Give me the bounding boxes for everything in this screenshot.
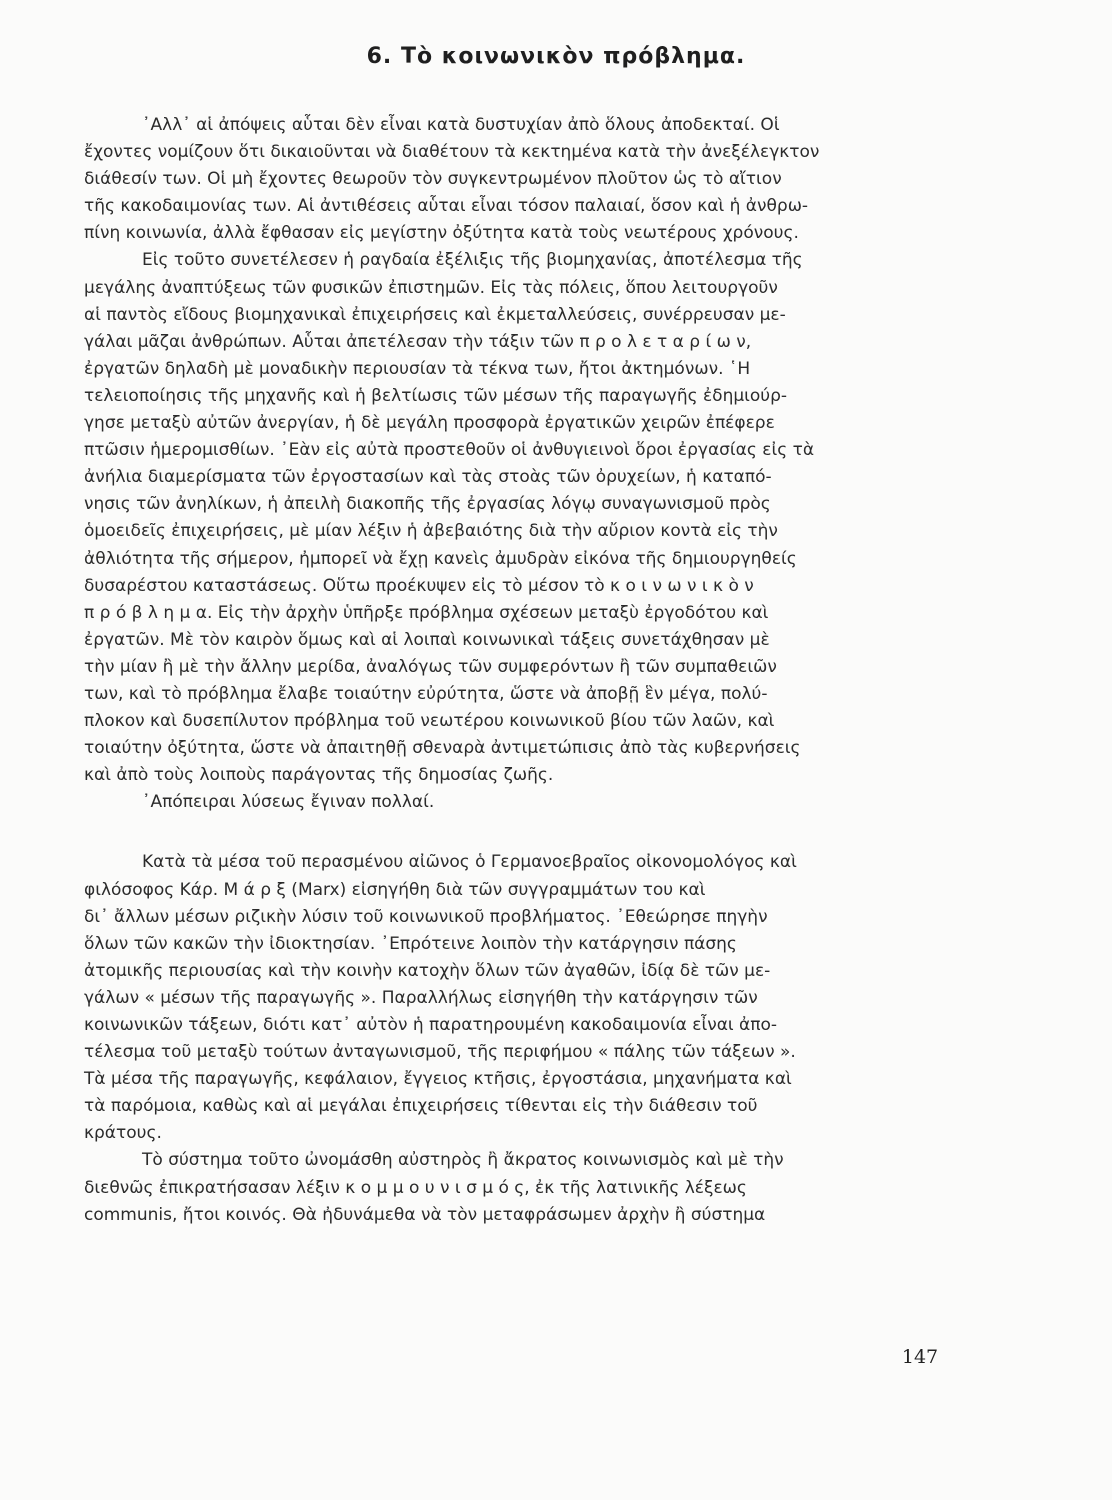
text-line: των, καὶ τὸ πρόβλημα ἔλαβε τοιαύτην εὐρύτητα, ὥστε νὰ ἀποβῇ ἓν μέγα, πολύ- [84,683,768,704]
paragraph [84,1147,938,1228]
paragraph [84,789,938,816]
text-line: Τὸ σύστημα τοῦτο ὠνομάσθη αὐστηρὸς ἢ ἄκρατος κοινωνισμὸς καὶ μὲ τὴν [142,1150,784,1171]
text-line: τὰ παρόμοια, καθὼς καὶ αἱ μεγάλαι ἐπιχειρήσεις τίθενται εἰς τὴν διάθεσιν τοῦ [84,1096,758,1117]
text-line: Τὰ μέσα τῆς παραγωγῆς, κεφάλαιον, ἔγγειος κτῆσις, ἐργοστάσια, μηχανήματα καὶ [84,1069,792,1090]
text-line: τοιαύτην ὀξύτητα, ὥστε νὰ ἀπαιτηθῇ σθεναρὰ ἀντιμετώπισις ἀπὸ τὰς κυβερνήσεις [84,738,801,759]
paragraph-gap [84,816,938,849]
text-line: δι᾿ ἄλλων μέσων ριζικὴν λύσιν τοῦ κοινωνικοῦ προβλήματος. ᾿Εθεώρησε πηγὴν [84,906,768,927]
text-line: Εἰς τοῦτο συνετέλεσεν ἡ ραγδαία ἐξέλιξις τῆς βιομηχανίας, ἀποτέλεσμα τῆς [142,250,803,271]
text-line: καὶ ἀπὸ τοὺς λοιποὺς παράγοντας τῆς δημοσίας ζωῆς. [84,765,554,786]
text-line: κοινωνικῶν τάξεων, διότι κατ᾿ αὐτὸν ἡ παρατηρουμένη κακοδαιμονία εἶναι ἀπο- [84,1015,778,1035]
text-line: ὅλων τῶν κακῶν τὴν ἰδιοκτησίαν. ᾿Επρότεινε λοιπὸν τὴν κατάργησιν πάσης [84,933,737,954]
page-number: 147 [901,1346,939,1368]
text-line: τῆς κακοδαιμονίας των. Αἱ ἀντιθέσεις αὗται εἶναι τόσον παλαιαί, ὅσον καὶ ἡ ἀνθρω- [84,196,809,217]
text-line: ἀτομικῆς περιουσίας καὶ τὴν κοινὴν κατοχὴν ὅλων τῶν ἀγαθῶν, ἰδίᾳ δὲ τῶν με- [84,960,771,981]
text-line: γάλων « μέσων τῆς παραγωγῆς ». Παραλλήλως εἰσηγήθη τὴν κατάργησιν τῶν [84,987,758,1008]
text-line: ἔχοντες νομίζουν ὅτι δικαιοῦνται νὰ διαθέτουν τὰ κεκτημένα κατὰ τὴν ἀνεξέλεγκτον [84,142,820,163]
text-line: γησε μεταξὺ αὐτῶν ἀνεργίαν, ἡ δὲ μεγάλη προσφορὰ ἐργατικῶν χειρῶν ἐπέφερε [84,413,775,434]
text-line: αἱ παντὸς εἴδους βιομηχανικαὶ ἐπιχειρήσεις καὶ ἐκμεταλλεύσεις, συνέρρευσαν με- [84,304,786,325]
text-line: ἐργατῶν. Μὲ τὸν καιρὸν ὅμως καὶ αἱ λοιπαὶ κοινωνικαὶ τάξεις συνετάχθησαν μὲ [84,629,770,650]
text-line: ᾿Αλλ᾿ αἱ ἀπόψεις αὗται δὲν εἶναι κατὰ δυστυχίαν ἀπὸ ὅλους ἀποδεκταί. Οἱ [142,115,780,135]
body-text [84,112,938,1229]
text-line: ἀθλιότητα τῆς σήμερον, ἠμπορεῖ νὰ ἔχῃ κανεὶς ἀμυδρὰν εἰκόνα τῆς δημιουργηθείς [84,548,797,569]
text-line: νησις τῶν ἀνηλίκων, ἡ ἀπειλὴ διακοπῆς τῆς ἐργασίας λόγῳ συναγωνισμοῦ πρὸς [84,494,771,515]
text-line: τέλεσμα τοῦ μεταξὺ τούτων ἀνταγωνισμοῦ, τῆς περιφήμου « πάλης τῶν τάξεων ». [84,1042,796,1063]
text-line: communis, ἤτοι κοινός. Θὰ ἠδυνάμεθα νὰ τὸν μεταφράσωμεν ἀρχὴν ἢ σύστημα [84,1204,766,1225]
paragraph [84,112,938,247]
text-line: τελειοποίησις τῆς μηχανῆς καὶ ἡ βελτίωσις τῶν μέσων τῆς παραγωγῆς ἐδημιούρ- [84,385,788,406]
text-line: ᾿Απόπειραι λύσεως ἔγιναν πολλαί. [142,792,435,813]
text-line: Κατὰ τὰ μέσα τοῦ περασμένου αἰῶνος ὁ Γερμανοεβραῖος οἰκονομολόγος καὶ [142,852,797,873]
text-line: κράτους. [84,1123,162,1144]
text-line: πτῶσιν ἡμερομισθίων. ᾿Εὰν εἰς αὐτὰ προστεθοῦν οἱ ἀνθυγιεινοὶ ὅροι ἐργασίας εἰς τὰ [84,440,815,461]
text-line: πίνη κοινωνία, ἀλλὰ ἔφθασαν εἰς μεγίστην ὀξύτητα κατὰ τοὺς νεωτέρους χρόνους. [84,223,799,244]
section-heading: 6. Τὸ κοινωνικὸν πρόβλημα. [366,44,746,69]
text-line: ὁμοειδεῖς ἐπιχειρήσεις, μὲ μίαν λέξιν ἡ ἀβεβαιότης διὰ τὴν αὔριον κοντὰ εἰς τὴν [84,521,778,542]
text-line: ἀνήλια διαμερίσματα τῶν ἐργοστασίων καὶ τὰς στοὰς τῶν ὀρυχείων, ἡ καταπό- [84,467,772,488]
text-line: π ρ ό β λ η μ α. Εἰς τὴν ἀρχὴν ὑπῆρξε πρόβλημα σχέσεων μεταξὺ ἐργοδότου καὶ [84,602,769,623]
paragraph [84,247,938,789]
text-line: δυσαρέστου καταστάσεως. Οὕτω προέκυψεν εἰς τὸ μέσον τὸ κ ο ι ν ω ν ι κ ὸ ν [84,575,754,596]
text-line: διάθεσίν των. Οἱ μὴ ἔχοντες θεωροῦν τὸν συγκεντρωμένον πλοῦτον ὡς τὸ αἴτιον [84,169,782,190]
text-line: φιλόσοφος Κάρ. Μ ά ρ ξ (Marx) εἰσηγήθη διὰ τῶν συγγραμμάτων του καὶ [84,879,706,900]
text-line: πλοκον καὶ δυσεπίλυτον πρόβλημα τοῦ νεωτέρου κοινωνικοῦ βίου τῶν λαῶν, καὶ [84,711,775,732]
text-line: γάλαι μᾶζαι ἀνθρώπων. Αὗται ἀπετέλεσαν τὴν τάξιν τῶν π ρ ο λ ε τ α ρ ί ω ν, [84,331,752,352]
text-line: μεγάλης ἀναπτύξεως τῶν φυσικῶν ἐπιστημῶν. Εἰς τὰς πόλεις, ὅπου λειτουργοῦν [84,277,778,298]
text-line: διεθνῶς ἐπικρατήσασαν λέξιν κ ο μ μ ο υ ν ι σ μ ό ς, ἐκ τῆς λατινικῆς λέξεως [84,1177,747,1198]
paragraph [84,849,938,1147]
text-line: τὴν μίαν ἢ μὲ τὴν ἄλλην μερίδα, ἀναλόγως τῶν συμφερόντων ἢ τῶν συμπαθειῶν [84,656,777,677]
text-line: ἐργατῶν δηλαδὴ μὲ μοναδικὴν περιουσίαν τὰ τέκνα των, ἤτοι ἀκτημόνων. ῾Η [84,358,751,379]
